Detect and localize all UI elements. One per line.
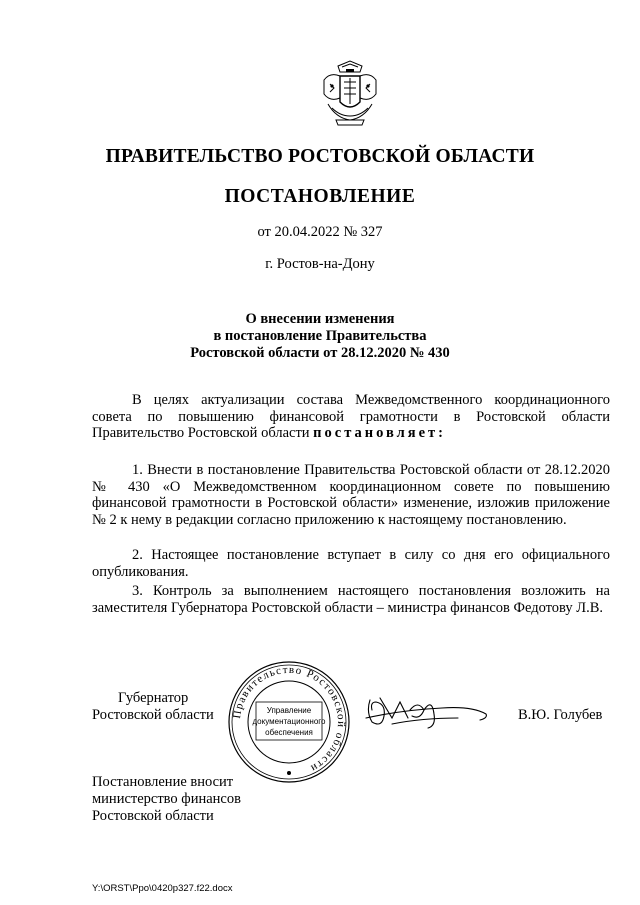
signer-position-line1: Губернатор — [118, 690, 189, 706]
signer-position-line2: Ростовской области — [92, 707, 214, 723]
submitted-by-line2: министерство финансов — [92, 791, 241, 807]
stamp-ring-text: Правительство Ростовской области — [230, 663, 348, 775]
document-subject — [0, 311, 640, 362]
submitted-by-line3: Ростовской области — [92, 808, 214, 824]
item-paragraph-2: 2. Настоящее постановление вступает в силу со дня его официального опубликования. — [92, 547, 610, 580]
decree-word: постановляет: — [313, 425, 447, 442]
file-path: Y:\ORST\Ppo\0420p327.f22.docx — [92, 883, 233, 894]
item-paragraph-1: 1. Внести в постановление Правительства Ростовской области от 28.12.2020 № 430 «О Межведомственном координационном совете по повышению финансовой грамотности в Ростовской области» изменение, изложив приложение № 2 к нему в редакции согласно приложению к настоящему постановлению. — [92, 462, 610, 528]
stamp-center-line: документационного — [252, 717, 326, 726]
item-paragraph-3: 3. Контроль за выполнением настоящего постановления возложить на заместителя Губернатора Ростовской области – министра финансов Федотову Л.В. — [92, 583, 610, 616]
handwritten-signature — [362, 688, 492, 734]
official-stamp — [226, 660, 352, 784]
document-type-title: ПОСТАНОВЛЕНИЕ — [224, 186, 416, 207]
stamp-center-line: обеспечения — [265, 728, 313, 737]
signer-name: В.Ю. Голубев — [518, 707, 603, 723]
city: г. Ростов-на-Дону — [265, 256, 375, 272]
coat-of-arms-icon — [316, 58, 384, 128]
organization-title: ПРАВИТЕЛЬСТВО РОСТОВСКОЙ ОБЛАСТИ — [105, 146, 535, 167]
submitted-by-line1: Постановление вносит — [92, 774, 234, 790]
subject-line: О внесении изменения — [245, 311, 395, 327]
date-and-number: от 20.04.2022 № 327 — [257, 224, 383, 240]
subject-line: в постановление Правительства — [213, 328, 427, 344]
stamp-center-line: Управление — [266, 706, 312, 715]
preamble-text: В целях актуализации состава Межведомственного координационного совета по повышению финансовой грамотности в Ростовской области Правительство Ростовской области — [92, 392, 610, 442]
subject-line: Ростовской области от 28.12.2020 № 430 — [190, 345, 450, 361]
preamble-paragraph — [92, 392, 610, 442]
